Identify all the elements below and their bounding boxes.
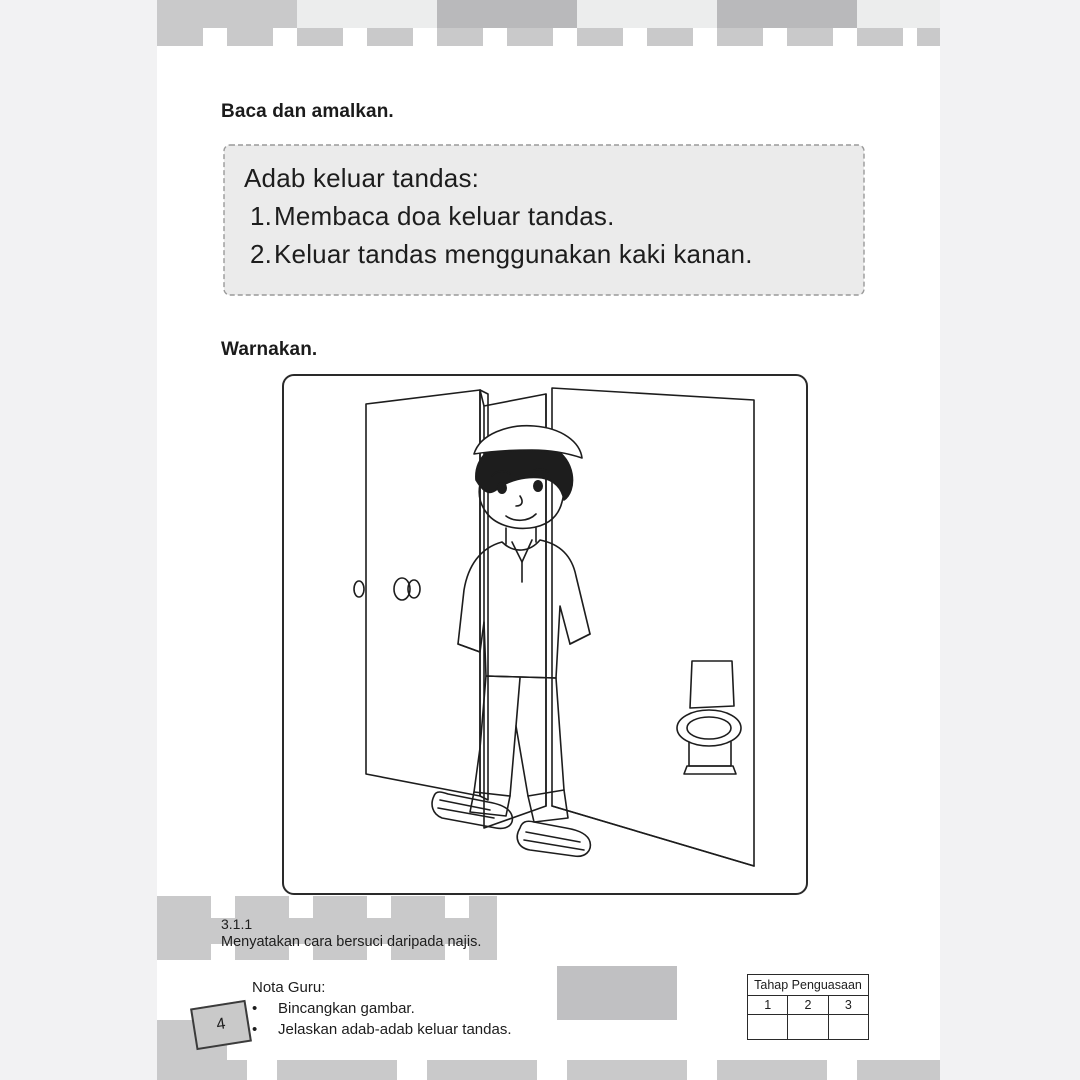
page-number: 4 (215, 1015, 227, 1034)
mastery-table-value-row (748, 1015, 868, 1039)
instruction-baca-dan-amalkan: Baca dan amalkan. (221, 101, 394, 122)
learning-standard-description: Menyatakan cara bersuci daripada najis. (221, 934, 482, 950)
top-brick-border (157, 0, 940, 56)
adab-item-text: Keluar tandas menggunakan kaki kanan. (274, 239, 753, 269)
page-number-tag (190, 1000, 252, 1050)
mastery-value-1[interactable] (748, 1015, 788, 1039)
list-item (252, 1019, 672, 1040)
mastery-level-table (747, 974, 869, 1040)
mastery-value-3[interactable] (829, 1015, 868, 1039)
instruction-warnakan: Warnakan. (221, 339, 318, 360)
adab-title: Adab keluar tandas: (244, 163, 480, 193)
mastery-level-1: 1 (748, 996, 788, 1014)
adab-item (244, 235, 854, 273)
learning-standard-code: 3.1.1 (221, 916, 253, 932)
left-margin (0, 0, 157, 1080)
list-item (252, 998, 672, 1019)
mastery-table-header-row (748, 996, 868, 1015)
adab-box (220, 141, 868, 299)
nota-guru-title: Nota Guru: (252, 979, 326, 996)
adab-text-block (244, 159, 854, 273)
mastery-table-title: Tahap Penguasaan (748, 975, 868, 996)
adab-item (244, 197, 854, 235)
mastery-level-3: 3 (844, 998, 852, 1012)
adab-item-text: Membaca doa keluar tandas. (274, 201, 615, 231)
boy-leaving-toilet-illustration (284, 376, 802, 889)
bullet-icon: • (252, 1000, 258, 1017)
coloring-illustration-frame (282, 374, 808, 895)
mid-brick-band (157, 896, 940, 966)
mastery-level-2: 2 (788, 996, 828, 1014)
nota-item-text: Jelaskan adab-adab keluar tandas. (278, 1021, 512, 1038)
nota-guru-list (252, 998, 672, 1040)
nota-item-text: Bincangkan gambar. (278, 1000, 415, 1017)
bullet-icon: • (252, 1021, 258, 1038)
adab-item-number: 2. (250, 239, 273, 269)
adab-item-number: 1. (250, 201, 273, 231)
mastery-value-2[interactable] (788, 1015, 828, 1039)
